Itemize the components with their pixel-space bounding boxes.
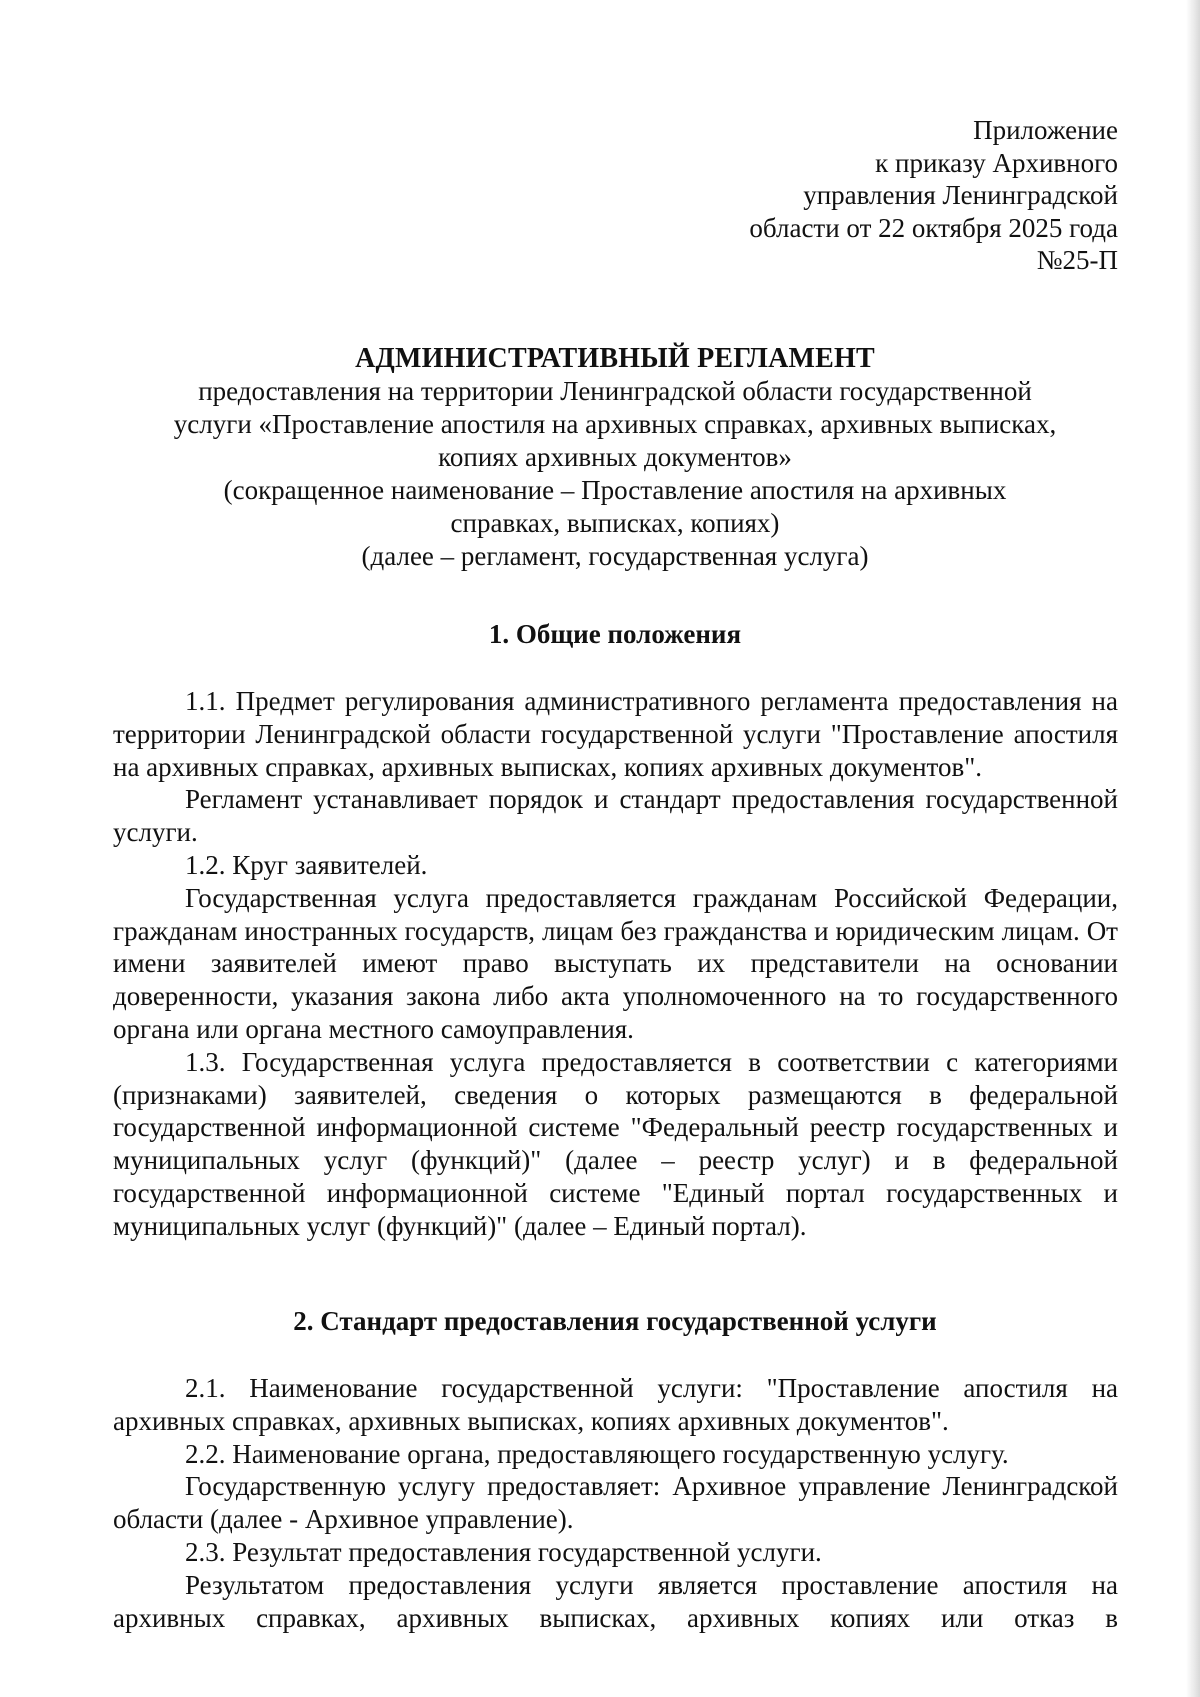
section-general-body (113, 685, 1118, 1243)
scan-edge-shadow (1186, 0, 1200, 1697)
section-heading-standard: 2. Стандарт предоставления государственной услуги (293, 1306, 937, 1336)
paragraph: Государственная услуга предоставляется гражданам Российской Федерации, гражданам иностранных государств, лицам без гражданства и юридическим лицам. От имени заявителей имеют право выступать их представители на основании доверенности, указания закона либо акта уполномоченного на то государственного органа или органа местного самоуправления. (113, 882, 1118, 1044)
title-line: справках, выписках, копиях) (450, 508, 780, 538)
paragraph: Регламент устанавливает порядок и стандарт предоставления государственной услуги. (113, 784, 1118, 848)
appendix-line: области от 22 октября 2025 года (749, 212, 1118, 243)
paragraph: 1.2. Круг заявителей. (185, 849, 428, 880)
title-line: (далее – регламент, государственная услуга) (361, 541, 869, 571)
document-title: АДМИНИСТРАТИВНЫЙ РЕГЛАМЕНТ (355, 343, 875, 374)
document-title-block (110, 342, 1120, 573)
section-standard-body (113, 1372, 1118, 1634)
title-line: предоставления на территории Ленинградской области государственной (198, 376, 1032, 406)
paragraph: Результатом предоставления услуги является проставление апостиля на архивных справках, архивных выписках, архивных копиях или отказ в (113, 1569, 1118, 1633)
paragraph: 2.1. Наименование государственной услуги: "Проставление апостиля на архивных справках, архивных выписках, копиях архивных документов". (113, 1373, 1118, 1436)
title-line: услуги «Проставление апостиля на архивных справках, архивных выписках, (173, 409, 1057, 439)
paragraph: 1.1. Предмет регулирования административного регламента предоставления на территории Ленинградской области государственной услуги "Проставление апостиля на архивных справках, архивных выписках, копиях архивных документов". (113, 686, 1118, 782)
paragraph: 1.3. Государственная услуга предоставляется в соответствии с категориями (признаками) заявителей, сведения о которых размещаются в федеральной государственной информационной системе "Федеральный реестр государственных и муниципальных услуг (функций)" (далее – реестр услуг) и в федеральной государственной информационной системе "Единый портал государственных и муниципальных услуг (функций)" (далее – Единый портал). (113, 1046, 1118, 1241)
appendix-header (749, 114, 1118, 277)
appendix-line: управления Ленинградской (803, 180, 1118, 210)
paragraph: Государственную услугу предоставляет: Архивное управление Ленинградской области (далее - Архивное управление). (113, 1471, 1118, 1535)
title-line: (сокращенное наименование – Проставление апостиля на архивных (223, 475, 1007, 505)
title-line: копиях архивных документов» (438, 442, 792, 472)
paragraph: 2.2. Наименование органа, предоставляющего государственную услугу. (185, 1438, 1009, 1469)
appendix-line: №25-П (1036, 245, 1118, 275)
appendix-line: к приказу Архивного (875, 147, 1118, 178)
section-heading-general: 1. Общие положения (488, 619, 742, 649)
paragraph: 2.3. Результат предоставления государственной услуги. (185, 1536, 822, 1567)
appendix-line: Приложение (973, 115, 1118, 145)
